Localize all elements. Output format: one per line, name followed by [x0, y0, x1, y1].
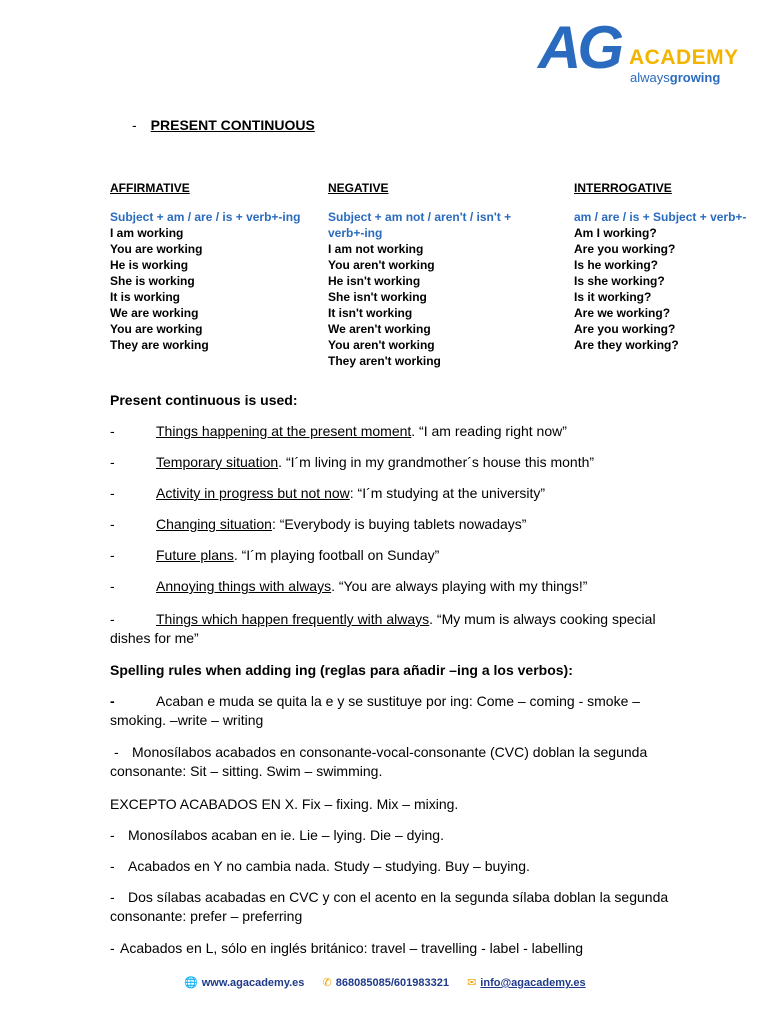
list-item: You aren't working	[328, 258, 435, 272]
uses-heading: Present continuous is used:	[110, 392, 298, 408]
bullet-dash: -	[110, 516, 115, 532]
column-formula: Subject + am not / aren't / isn't + verb+-ing	[328, 210, 512, 240]
column-heading: INTERROGATIVE	[574, 181, 672, 195]
use-example: . “I am reading right now”	[411, 423, 567, 439]
use-example: . “My mum is always cooking special dishes for me”	[110, 611, 656, 646]
footer-contact	[184, 976, 586, 989]
bullet-dash: -	[110, 578, 115, 594]
use-label: Future plans	[156, 547, 234, 563]
website-link[interactable]: www.agacademy.es	[201, 977, 305, 989]
bullet-dash: -	[110, 693, 115, 709]
use-example: . “I´m playing football on Sunday”	[233, 547, 440, 563]
use-example: : “Everybody is buying tablets nowadays”	[271, 516, 527, 532]
rule-text: Acabados en Y no cambia nada. Study – studying. Buy – buying.	[128, 858, 530, 874]
page-title	[132, 117, 315, 133]
logo-tag-a: always	[630, 70, 670, 85]
list-item: Is he working?	[574, 258, 659, 272]
rule-item	[110, 857, 670, 876]
list-item: They aren't working	[328, 354, 441, 368]
spelling-heading: Spelling rules when adding ing (reglas para añadir –ing a los verbos):	[110, 662, 573, 678]
list-item: He isn't working	[328, 274, 421, 288]
interrogative-column	[574, 180, 768, 353]
globe-icon: 🌐	[184, 977, 198, 989]
bullet-dash: -	[110, 454, 115, 470]
bullet-dash: -	[110, 485, 115, 501]
column-formula: am / are / is + Subject + verb+-	[574, 210, 747, 224]
bullet-dash: -	[110, 827, 115, 843]
bullet-dash: -	[110, 940, 115, 956]
list-item: Are they working?	[574, 338, 679, 352]
rule-text: Dos sílabas acabadas en CVC y con el acento en la segunda sílaba doblan la segunda consonante: prefer – preferring	[110, 889, 669, 924]
negative-column	[328, 180, 538, 369]
column-formula: Subject + am / are / is + verb+-ing	[110, 210, 301, 224]
use-label: Things happening at the present moment	[156, 423, 412, 439]
rule-item	[110, 692, 670, 730]
phone-number[interactable]: 868085085/601983321	[335, 977, 449, 989]
use-label: Activity in progress but not now	[156, 485, 350, 501]
use-label: Temporary situation	[156, 454, 279, 470]
list-item: It is working	[110, 290, 181, 304]
use-item	[110, 610, 670, 648]
list-item: We are working	[110, 306, 199, 320]
list-item: It isn't working	[328, 306, 413, 320]
column-heading: AFFIRMATIVE	[110, 181, 190, 195]
list-item: I am not working	[328, 242, 424, 256]
list-item: Is she working?	[574, 274, 665, 288]
use-example: . “I´m living in my grandmother´s house this month”	[278, 454, 595, 470]
rule-item	[110, 939, 670, 958]
email-link[interactable]: info@agacademy.es	[480, 977, 586, 989]
bullet-dash: -	[110, 889, 115, 905]
rule-text: Acabados en L, sólo en inglés británico: travel – travelling - label - labelling	[120, 940, 584, 956]
use-item	[110, 577, 670, 596]
bullet-dash: -	[110, 547, 115, 563]
list-item: He is working	[110, 258, 189, 272]
bullet-dash: -	[110, 858, 115, 874]
use-example: : “I´m studying at the university”	[349, 485, 546, 501]
list-item: She isn't working	[328, 290, 427, 304]
rule-item	[110, 826, 670, 845]
title-text: PRESENT CONTINUOUS	[150, 117, 315, 133]
list-item: They are working	[110, 338, 209, 352]
rule-text: Acaban e muda se quita la e y se sustituye por ing: Come – coming - smoke – smoking. –write – writing	[110, 693, 641, 728]
list-item: I am working	[110, 226, 184, 240]
logo-name: ACADEMY	[629, 46, 739, 69]
use-label: Changing situation	[156, 516, 272, 532]
use-example: . “You are always playing with my things!”	[331, 578, 588, 594]
phone-icon: ✆	[322, 977, 332, 989]
logo-tag-b: growing	[669, 70, 721, 85]
list-item: You are working	[110, 322, 203, 336]
list-item: She is working	[110, 274, 195, 288]
list-item: You aren't working	[328, 338, 435, 352]
list-item: Are we working?	[574, 306, 671, 320]
rule-item	[110, 743, 670, 781]
use-item	[110, 422, 670, 441]
use-item	[110, 453, 670, 472]
use-item	[110, 515, 670, 534]
logo-mark: AG	[538, 14, 620, 81]
use-label: Annoying things with always	[156, 578, 332, 594]
academy-logo	[538, 14, 743, 88]
rule-item	[110, 795, 670, 814]
list-item: Are you working?	[574, 242, 676, 256]
logo-tagline	[630, 70, 720, 85]
mail-icon: ✉	[467, 977, 477, 989]
bullet-dash: -	[110, 423, 115, 439]
list-item: Are you working?	[574, 322, 676, 336]
title-dash: -	[132, 117, 137, 133]
rule-text: Monosílabos acaban en ie. Lie – lying. Die – dying.	[128, 827, 444, 843]
bullet-dash: -	[114, 744, 119, 760]
rule-text: EXCEPTO ACABADOS EN X. Fix – fixing. Mix – mixing.	[110, 796, 459, 812]
rule-item	[110, 888, 670, 926]
bullet-dash: -	[110, 611, 115, 627]
use-label: Things which happen frequently with always	[156, 611, 430, 627]
list-item: Am I working?	[574, 226, 657, 240]
use-item	[110, 546, 670, 565]
use-item	[110, 484, 670, 503]
column-heading: NEGATIVE	[328, 181, 389, 195]
affirmative-column	[110, 180, 310, 353]
list-item: You are working	[110, 242, 203, 256]
list-item: We aren't working	[328, 322, 431, 336]
rule-text: Monosílabos acabados en consonante-vocal-consonante (CVC) doblan la segunda consonante: Sit – sitting. Swim – swimming.	[110, 744, 648, 779]
list-item: Is it working?	[574, 290, 652, 304]
